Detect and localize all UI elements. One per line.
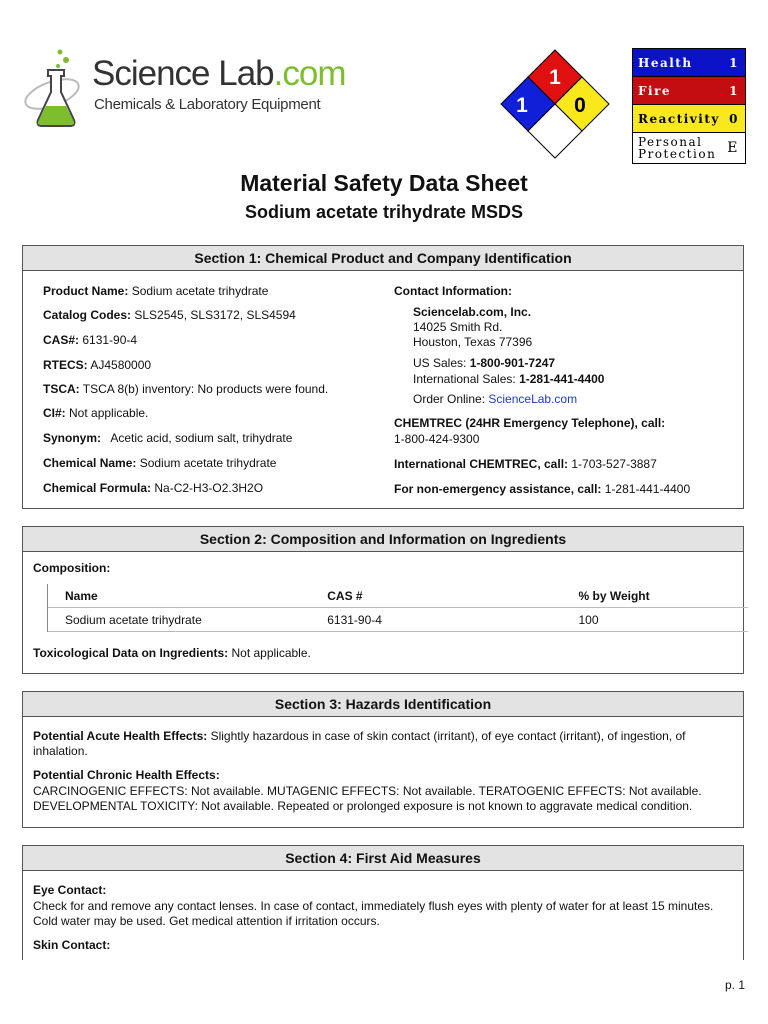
nfpa-reactivity-value: 0 <box>574 94 586 117</box>
contact-info-label: Contact Information: <box>394 284 512 298</box>
eye-contact-text: Check for and remove any contact lenses. In case of contact, immediately flush eyes with plenty of water for at least 15 minutes. Cold water may be used. Get medical attention if irritation occurs. <box>33 899 714 928</box>
company-name: Sciencelab.com, Inc. <box>413 305 532 319</box>
product-name-field <box>43 284 268 299</box>
intl-sales-phone: 1-281-441-4400 <box>519 372 605 386</box>
us-sales-label: US Sales: <box>413 356 470 370</box>
table-header-row <box>48 584 748 608</box>
section-3-heading: Section 3: Hazards Identification <box>23 692 743 717</box>
us-sales <box>413 356 555 371</box>
non-emergency-phone: 1-281-441-4400 <box>601 482 691 496</box>
logo-word-com: .com <box>273 54 346 93</box>
rating-reactivity-label: Reactivity <box>638 111 720 126</box>
toxicological-data <box>33 646 311 661</box>
section-3 <box>22 691 744 828</box>
composition-table <box>47 584 748 632</box>
address-line-2: Houston, Texas 77396 <box>413 335 533 349</box>
field-label: Chemical Name: <box>43 456 137 470</box>
cell-cas: 6131-90-4 <box>327 612 382 627</box>
document-subtitle: Sodium acetate trihydrate MSDS <box>244 202 524 222</box>
rating-fire-value: 1 <box>729 83 739 98</box>
chemtrec-phone: 1-800-424-9300 <box>394 432 480 446</box>
tox-value: Not applicable. <box>228 646 311 660</box>
field-value: Sodium acetate trihydrate <box>128 284 269 298</box>
field-value: Acetic acid, sodium salt, trihydrate <box>101 431 293 445</box>
rating-health-value: 1 <box>729 55 739 70</box>
rating-health-label: Health <box>638 55 693 70</box>
field-label: TSCA: <box>43 382 80 396</box>
logo-word-science: Science <box>92 54 210 93</box>
cell-name: Sodium acetate trihydrate <box>65 612 202 627</box>
field-label: CI#: <box>43 406 66 420</box>
rating-fire-label: Fire <box>638 83 672 98</box>
intl-sales-label: International Sales: <box>413 372 520 386</box>
chronic-text: CARCINOGENIC EFFECTS: Not available. MUTAGENIC EFFECTS: Not available. TERATOGENIC EFFECTS: Not available. DEVELOPMENTAL TOXICITY: Not available. Repeated or prolonged exposure is not known to aggravate medical condition. <box>33 784 702 813</box>
table-row <box>48 608 748 632</box>
acute-effects <box>33 729 733 759</box>
non-emergency <box>394 482 690 497</box>
flask-icon <box>22 46 94 134</box>
nfpa-health-value: 1 <box>516 94 528 117</box>
section-1-heading: Section 1: Chemical Product and Company Identification <box>23 246 743 271</box>
tox-label: Toxicological Data on Ingredients: <box>33 646 229 660</box>
intl-sales <box>413 372 604 387</box>
intl-chemtrec-label: International CHEMTREC, call: <box>394 457 569 471</box>
intl-chemtrec <box>394 457 657 472</box>
logo-wordmark <box>92 56 346 91</box>
us-sales-phone: 1-800-901-7247 <box>469 356 556 370</box>
non-emergency-label: For non-emergency assistance, call: <box>394 482 602 496</box>
rating-protection-row <box>633 133 745 163</box>
order-online <box>413 392 577 407</box>
field-value: 6131-90-4 <box>79 333 138 347</box>
acute-label: Potential Acute Health Effects: <box>33 729 208 743</box>
field-value: Sodium acetate trihydrate <box>136 456 277 470</box>
field-value: Na-C2-H3-O2.3H2O <box>151 481 264 495</box>
chemical-formula-field <box>43 481 263 496</box>
section-1 <box>22 245 744 509</box>
rtecs-field <box>43 358 151 373</box>
rating-fire-row <box>633 77 745 105</box>
order-online-link[interactable]: ScienceLab.com <box>488 392 578 406</box>
column-header-weight: % by Weight <box>578 588 650 603</box>
field-value: Not applicable. <box>65 406 149 420</box>
field-value: TSCA 8(b) inventory: No products were found. <box>79 382 329 396</box>
section-2 <box>22 526 744 674</box>
rating-health-row <box>633 49 745 77</box>
rating-protection-label-line1: Personal <box>638 135 703 149</box>
chronic-label: Potential Chronic Health Effects: <box>33 768 220 782</box>
field-label: Chemical Formula: <box>43 481 152 495</box>
field-label: CAS#: <box>43 333 80 347</box>
catalog-codes-field <box>43 308 296 323</box>
ci-field <box>43 406 148 421</box>
field-value: SLS2545, SLS3172, SLS4594 <box>131 308 296 322</box>
nfpa-fire-value: 1 <box>549 66 561 89</box>
column-header-cas: CAS # <box>327 588 363 603</box>
cell-weight: 100 <box>578 612 599 627</box>
sciencelab-logo <box>22 46 346 134</box>
section-4 <box>22 845 744 960</box>
hazard-rating-table <box>632 48 746 164</box>
field-value: AJ4580000 <box>87 358 152 372</box>
nfpa-diamond <box>500 48 610 164</box>
rating-reactivity-value: 0 <box>729 111 739 126</box>
chemtrec-label: CHEMTREC (24HR Emergency Telephone), call: <box>394 416 666 430</box>
tsca-field <box>43 382 328 397</box>
composition-label: Composition: <box>33 561 111 575</box>
acute-text: Slightly hazardous in case of skin contact (irritant), of eye contact (irritant), of ingestion, of inhalation. <box>33 729 686 758</box>
logo-tagline: Chemicals & Laboratory Equipment <box>94 96 321 113</box>
document-title: Material Safety Data Sheet <box>240 170 528 196</box>
skin-contact-label: Skin Contact: <box>33 938 111 952</box>
field-label: Synonym: <box>43 431 102 445</box>
cas-field <box>43 333 137 348</box>
section-2-heading: Section 2: Composition and Information on Ingredients <box>23 527 743 552</box>
section-4-heading: Section 4: First Aid Measures <box>23 846 743 871</box>
field-label: Catalog Codes: <box>43 308 132 322</box>
eye-contact-label: Eye Contact: <box>33 883 107 897</box>
order-online-label: Order Online: <box>413 392 489 406</box>
field-label: RTECS: <box>43 358 88 372</box>
page-number: p. 1 <box>724 978 745 992</box>
address-line-1: 14025 Smith Rd. <box>413 320 503 334</box>
logo-word-lab: Lab <box>209 54 274 93</box>
chemical-name-field <box>43 456 276 471</box>
rating-protection-label <box>638 136 716 160</box>
field-label: Product Name: <box>43 284 129 298</box>
rating-protection-value: E <box>727 140 739 156</box>
rating-protection-label-line2: Protection <box>638 147 717 161</box>
column-header-name: Name <box>65 588 98 603</box>
rating-reactivity-row <box>633 105 745 133</box>
synonym-field <box>43 431 292 446</box>
intl-chemtrec-phone: 1-703-527-3887 <box>568 457 657 471</box>
